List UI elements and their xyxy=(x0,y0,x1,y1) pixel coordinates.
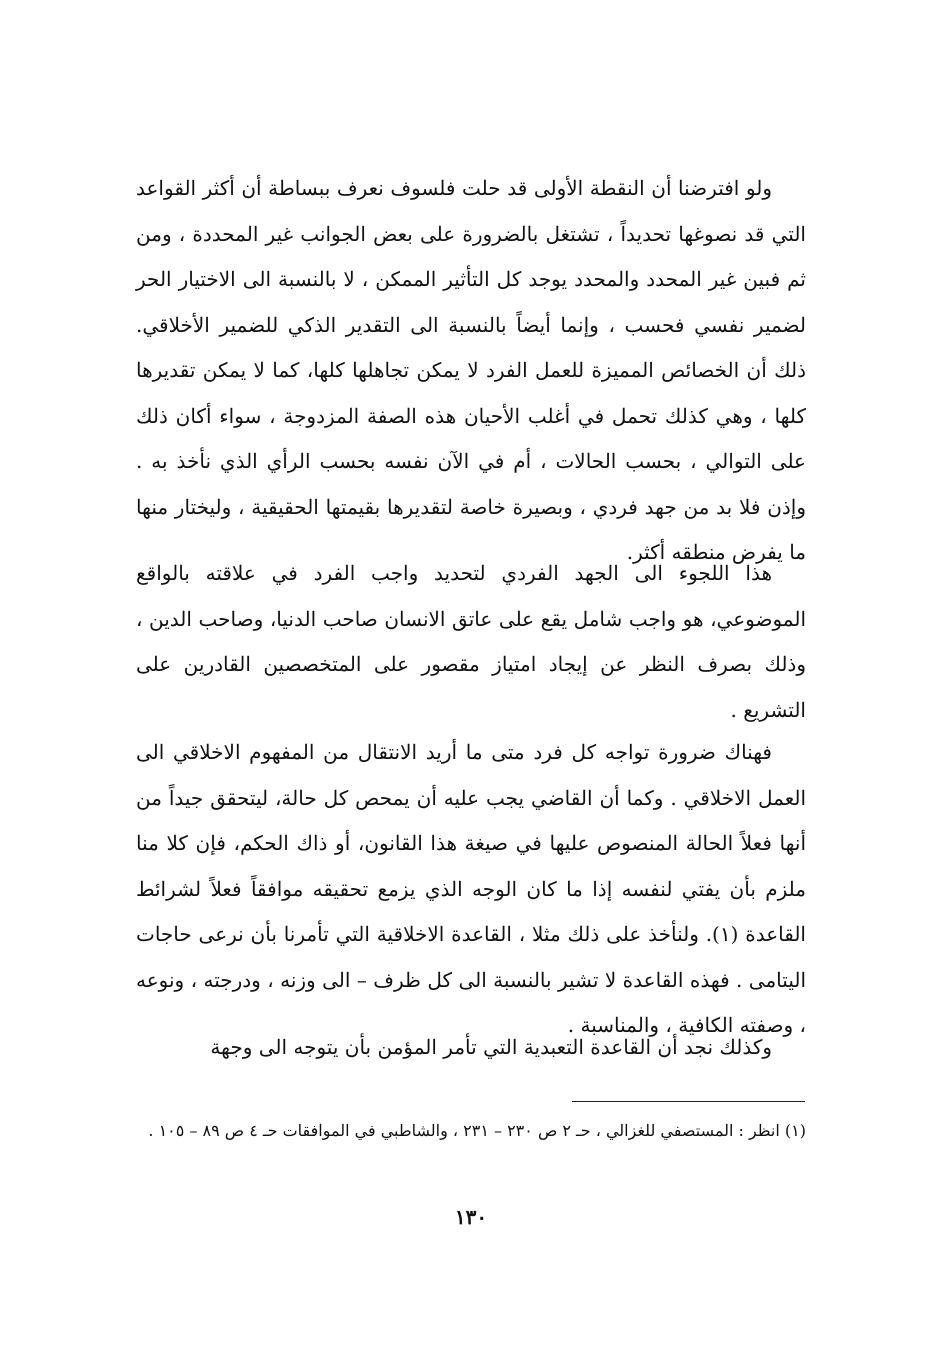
paragraph-2: هذا اللجوء الى الجهد الفردي لتحديد واجب الفرد في علاقته بالواقع الموضوعي، هو واجب شامل يقع على عاتق الانسان صاحب الدنيا، وصاحب الدين ، وذلك بصرف النظر عن إيجاد امتياز مقصور على المتخصصين القادرين على التشريع . xyxy=(136,561,806,722)
paragraph-4: وكذلك نجد أن القاعدة التعبدية التي تأمر المؤمن بأن يتوجه الى وجهة xyxy=(210,1035,772,1059)
paragraph-1: ولو افترضنا أن النقطة الأولى قد حلت فلسوف نعرف ببساطة أن أكثر القواعد التي قد نصوغها تحديداً ، تشتغل بالضرورة على بعض الجوانب غير المحددة ، ومن ثم فبين غير المحدد والمحدد يوجد كل التأثير الممكن ، لا بالنسبة الى الاختيار الحر لضمير نفسي فحسب ، وإنما أيضاً بالنسبة الى التقدير الذكي للضمير الأخلاقي. ذلك أن الخصائص المميزة للعمل الفرد لا يمكن تجاهلها كلها، كما لا يمكن تقديرها كلها ، وهي كذلك تحمل في أغلب الأحيان هذه الصفة المزدوجة ، سواء أكان ذلك على التوالي ، بحسب الحالات ، أم في الآن نفسه بحسب الرأي الذي نأخذ به . وإذن فلا بد من جهد فردي ، وبصيرة خاصة لتقديرها بقيمتها الحقيقية ، وليختار منها ما يفرض منطقه أكثر. xyxy=(136,176,806,564)
footnote: (١) انظر : المستصفي للغزالي ، حـ ٢ ص ٢٣٠ – ٢٣١ ، والشاطبي في الموافقات حـ ٤ ص ٨٩ – ١٠٥ . xyxy=(148,1121,806,1140)
paragraph-3: فهناك ضرورة تواجه كل فرد متى ما أريد الانتقال من المفهوم الاخلاقي الى العمل الاخلاقي . وكما أن القاضي يجب عليه أن يمحص كل حالة، ليتحقق جيداً من أنها فعلاً الحالة المنصوص عليها في صيغة هذا القانون، أو ذاك الحكم، فإن كلا منا ملزم بأن يفتي لنفسه إذا ما كان الوجه الذي يزمع تحقيقه موافقاً فعلاً لشرائط القاعدة (١). ولنأخذ على ذلك مثلا ، القاعدة الاخلاقية التي تأمرنا بأن نرعى حاجات اليتامى . فهذه القاعدة لا تشير بالنسبة الى كل ظرف – الى وزنه ، ودرجته ، ونوعه ، وصفته الكافية ، والمناسبة . xyxy=(136,740,806,1037)
footnote-divider xyxy=(572,1101,805,1102)
page-number: ١٣٠ xyxy=(454,1205,488,1229)
